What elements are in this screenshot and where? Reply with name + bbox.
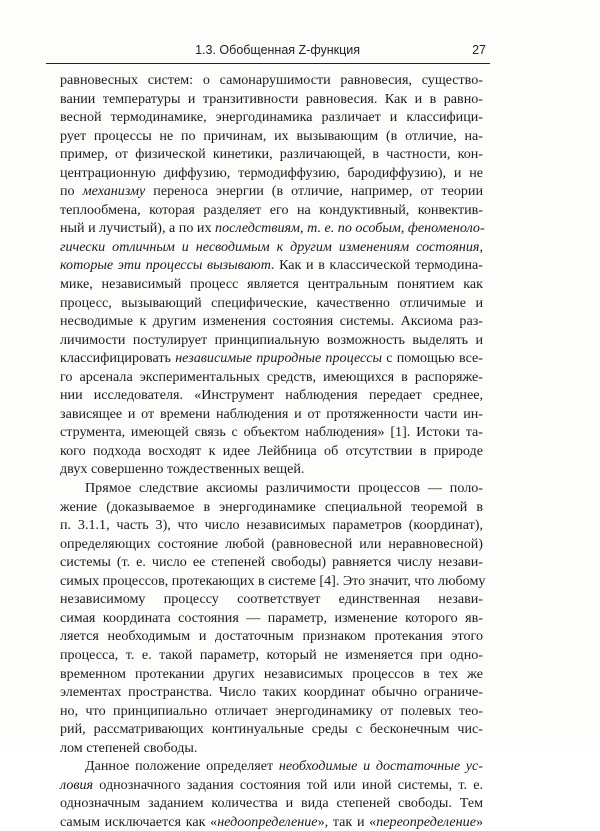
text-run: личимости постулирует принципиальную возможность выделять и (60, 331, 483, 348)
italic-run: которые эти процессы вызывают (60, 257, 271, 274)
text-line (60, 460, 483, 479)
text-run: центрационную диффузию, термодиффузию, бародиффузию), и не (60, 164, 483, 181)
text-line (60, 813, 483, 831)
text-line (60, 739, 483, 758)
text-line (60, 201, 483, 220)
text-run: процесс, вызывающий специфические, качественно отличимые и (60, 294, 483, 311)
text-run: определяющих состояние любой (равновесной или неравновесной) (60, 535, 483, 552)
italic-run: переопределение (376, 813, 476, 830)
text-line (60, 794, 483, 813)
text-run: лом степеней свободы. (60, 739, 198, 756)
text-run: весной термодинамике, энергодинамика различает и классифици- (60, 109, 483, 126)
italic-run: необходимые и достаточные ус- (278, 758, 483, 775)
text-run: системы (т. е. число ее степеней свободы) равняется числу незави- (60, 554, 483, 571)
text-line (60, 368, 483, 387)
text-run: несводимые к другим изменения состояния системы. Аксиома раз- (60, 313, 483, 330)
text-run: равновесных систем: о самонарушимости равновесия, существо- (60, 72, 483, 88)
text-line (60, 553, 483, 572)
text-run: п. 3.1.1, часть 3), что число независимых параметров (координат), (60, 517, 483, 534)
text-run: . Как и в классической термодина- (270, 257, 483, 274)
italic-run: последствиям, т. е. по особым, феноменоло- (215, 220, 485, 237)
text-run: ляется необходимым и достаточным признаком протекания этого (60, 628, 483, 645)
text-run: кого подхода восходят к идее Лейбница об отсутствии в природе (60, 442, 483, 459)
running-header (46, 41, 490, 64)
text-run: самым исключается как « (60, 813, 218, 830)
text-line (60, 572, 486, 591)
body-text (60, 71, 486, 831)
italic-run: гически отличным и несводимым к другим изменениям состояния, (60, 238, 483, 255)
text-run: Данное положение определяет (85, 758, 279, 775)
text-run: зависящее и от времени наблюдения и от протяженности части ин- (60, 405, 483, 422)
text-run: временном протекании других независимых процессов в тех же (60, 665, 483, 682)
running-title: 1.3. Обобщенная Z-функция (195, 43, 360, 57)
text-line (60, 145, 483, 164)
text-line (60, 312, 483, 331)
italic-run: механизму (82, 183, 146, 200)
text-line (60, 386, 483, 405)
text-line (60, 627, 483, 646)
text-run: элементах пространства. Число таких координат обычно ограниче- (60, 684, 483, 701)
paragraph-3 (60, 757, 483, 831)
text-line (60, 294, 483, 313)
text-line (60, 127, 483, 146)
text-run: процесса, т. е. такой параметр, который не изменяется при одно- (60, 646, 483, 663)
text-run: рует процессы не по причинам, их вызывающим (в отличие, на- (60, 127, 483, 144)
text-run: классифицировать (60, 350, 176, 367)
text-line (60, 535, 483, 554)
text-line (60, 331, 483, 350)
text-line (60, 720, 483, 739)
text-run: симая координата состояния — параметр, изменение которого яв- (60, 609, 483, 626)
paragraph-2 (60, 479, 486, 757)
text-run: мике, независимый процесс является центральным понятием как (60, 276, 483, 293)
text-line (60, 590, 483, 609)
text-line (60, 757, 483, 776)
text-run: однозначного задания состояния той или иной системы, т. е. (93, 776, 483, 793)
text-run: жение (доказываемое в энергодинамике специальной теоремой в (60, 498, 483, 515)
text-run: » (475, 813, 483, 830)
text-line (60, 238, 483, 257)
text-line (60, 182, 483, 201)
text-line (60, 349, 483, 368)
text-run: Прямое следствие аксиомы различимости процессов — поло- (85, 480, 483, 497)
text-run: переноса энергии (в отличие, например, от теории (145, 183, 483, 200)
text-run: го арсенала экспериментальных средств, имеющихся в распоряже- (60, 368, 483, 385)
text-line (60, 256, 483, 275)
text-run: независимому процессу соответствует единственная незави- (60, 591, 483, 608)
text-run: ный и лучистый), а по их (60, 220, 216, 237)
text-line (60, 479, 483, 498)
text-run: нии исследователя. «Инструмент наблюдения передает среднее, (60, 387, 483, 404)
text-line (60, 702, 483, 721)
text-run: струмента, имеющей связь с объектом наблюдения» [1]. Истоки та- (60, 424, 483, 441)
text-run: вании температуры и транзитивности равновесия. Как и в равно- (60, 90, 483, 107)
text-line (60, 405, 483, 424)
text-run: однозначным заданием количества и вида степеней свободы. Тем (60, 795, 483, 812)
text-line (60, 219, 483, 238)
page-number: 27 (472, 43, 486, 57)
text-line (60, 71, 483, 90)
text-run: », так и « (317, 813, 377, 830)
text-line (60, 108, 483, 127)
text-line (60, 423, 483, 442)
text-line (60, 90, 483, 109)
text-line (60, 442, 483, 461)
text-run: с помощью все- (382, 350, 483, 367)
text-line (60, 164, 483, 183)
text-run: рий, рассматривающих континуальные среды с бесконечным чис- (60, 721, 483, 738)
text-line (60, 683, 483, 702)
text-run: но, что принципиально отличает энергодинамику от полевых тео- (60, 702, 483, 719)
text-line (60, 609, 483, 628)
italic-run: независимые природные процессы (175, 350, 383, 367)
text-run: теплообмена, которая разделяет его на кондуктивный, конвектив- (60, 201, 483, 218)
text-line (60, 498, 483, 517)
italic-run: недоопределение (217, 813, 318, 830)
text-run: пример, от физической кинетики, различающей, в частности, кон- (60, 146, 483, 163)
text-line (60, 776, 483, 795)
text-run: двух совершенно тождественных вещей. (60, 461, 305, 478)
text-line (60, 646, 483, 665)
text-line (60, 275, 483, 294)
italic-run: ловия (60, 776, 94, 793)
text-run: по (60, 183, 83, 200)
paragraph-1 (60, 71, 483, 479)
text-line (60, 516, 483, 535)
text-line (60, 665, 483, 684)
text-run: симых процессов, протекающих в системе [4]. Это значит, что любому (60, 572, 486, 589)
